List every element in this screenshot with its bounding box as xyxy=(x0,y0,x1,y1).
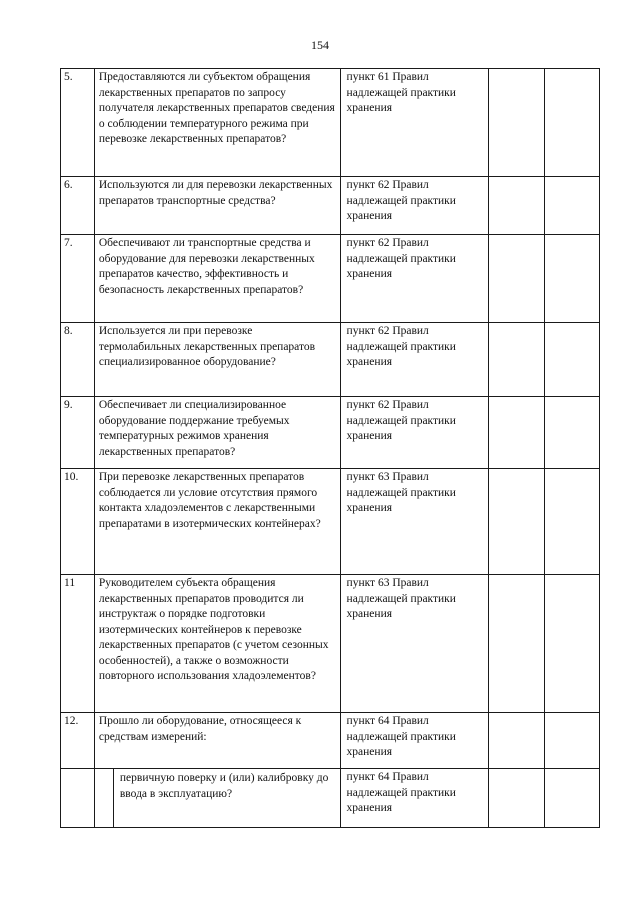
answer-cell xyxy=(488,69,544,177)
question-text: Используется ли при перевозке термолабильных лекарственных препаратов специализированное оборудование? xyxy=(94,323,340,397)
answer-cell xyxy=(488,469,544,575)
row-number: 12. xyxy=(61,713,95,769)
row-number: 7. xyxy=(61,235,95,323)
note-cell xyxy=(544,397,599,469)
table-row xyxy=(61,397,600,469)
legal-reference xyxy=(340,323,488,397)
answer-cell xyxy=(488,323,544,397)
question-text: Прошло ли оборудование, относящееся к средствам измерений: xyxy=(94,713,340,769)
reference-text: пункт 64 Правил надлежащей практики хранения xyxy=(346,771,456,814)
legal-reference xyxy=(340,575,488,713)
reference-text: пункт 64 Правил надлежащей практики хранения xyxy=(346,715,456,758)
note-cell xyxy=(544,769,599,828)
subquestion-text: первичную поверку и (или) калибровку до ввода в эксплуатацию? xyxy=(113,769,340,827)
answer-cell xyxy=(488,713,544,769)
note-cell xyxy=(544,575,599,713)
table-row xyxy=(61,575,600,713)
checklist-table xyxy=(60,68,600,828)
legal-reference xyxy=(340,397,488,469)
question-text: Обеспечивают ли транспортные средства и оборудование для перевозки лекарственных препаратов качество, эффективность и безопасность лекарственных препаратов? xyxy=(94,235,340,323)
note-cell xyxy=(544,469,599,575)
table-subrow xyxy=(61,769,600,828)
question-text: При перевозке лекарственных препаратов соблюдается ли условие отсутствия прямого контакта хладоэлементов с лекарственными препаратами в изотермических контейнерах? xyxy=(94,469,340,575)
answer-cell xyxy=(488,575,544,713)
reference-text: пункт 62 Правил надлежащей практики хранения xyxy=(346,179,456,222)
question-text: Руководителем субъекта обращения лекарственных препаратов проводится ли инструктаж о порядке подготовки изотермических контейнеров к перевозке лекарственных препаратов (с учетом сезонных особенностей), а также о возможности повторного использования хладоэлементов? xyxy=(94,575,340,713)
subquestion-cell xyxy=(94,769,340,828)
table-row xyxy=(61,469,600,575)
answer-cell xyxy=(488,769,544,828)
table-row xyxy=(61,235,600,323)
row-number-empty xyxy=(61,769,95,828)
reference-text: пункт 62 Правил надлежащей практики хранения xyxy=(346,237,456,280)
table-row xyxy=(61,323,600,397)
legal-reference xyxy=(340,177,488,235)
note-cell xyxy=(544,235,599,323)
answer-cell xyxy=(488,235,544,323)
legal-reference xyxy=(340,469,488,575)
page-number: 154 xyxy=(311,38,329,52)
row-number: 9. xyxy=(61,397,95,469)
question-text: Используются ли для перевозки лекарственных препаратов транспортные средства? xyxy=(94,177,340,235)
legal-reference xyxy=(340,713,488,769)
reference-text: пункт 62 Правил надлежащей практики хранения xyxy=(346,325,456,368)
row-number: 8. xyxy=(61,323,95,397)
reference-text: пункт 63 Правил надлежащей практики хранения xyxy=(346,577,456,620)
note-cell xyxy=(544,323,599,397)
note-cell xyxy=(544,713,599,769)
table-row xyxy=(61,713,600,769)
row-number: 11 xyxy=(61,575,95,713)
question-text: Обеспечивает ли специализированное оборудование поддержание требуемых температурных режимов хранения лекарственных препаратов? xyxy=(94,397,340,469)
table-row xyxy=(61,177,600,235)
row-number: 6. xyxy=(61,177,95,235)
answer-cell xyxy=(488,177,544,235)
note-cell xyxy=(544,177,599,235)
row-number: 10. xyxy=(61,469,95,575)
reference-text: пункт 62 Правил надлежащей практики хранения xyxy=(346,399,456,442)
reference-text: пункт 61 Правил надлежащей практики хранения xyxy=(346,71,456,114)
answer-cell xyxy=(488,397,544,469)
reference-text: пункт 63 Правил надлежащей практики хранения xyxy=(346,471,456,514)
legal-reference xyxy=(340,769,488,828)
legal-reference xyxy=(340,69,488,177)
row-number: 5. xyxy=(61,69,95,177)
note-cell xyxy=(544,69,599,177)
table-row xyxy=(61,69,600,177)
legal-reference xyxy=(340,235,488,323)
question-text: Предоставляются ли субъектом обращения лекарственных препаратов по запросу получателя лекарственных препаратов сведения о соблюдении температурного режима при перевозке лекарственных препаратов? xyxy=(94,69,340,177)
